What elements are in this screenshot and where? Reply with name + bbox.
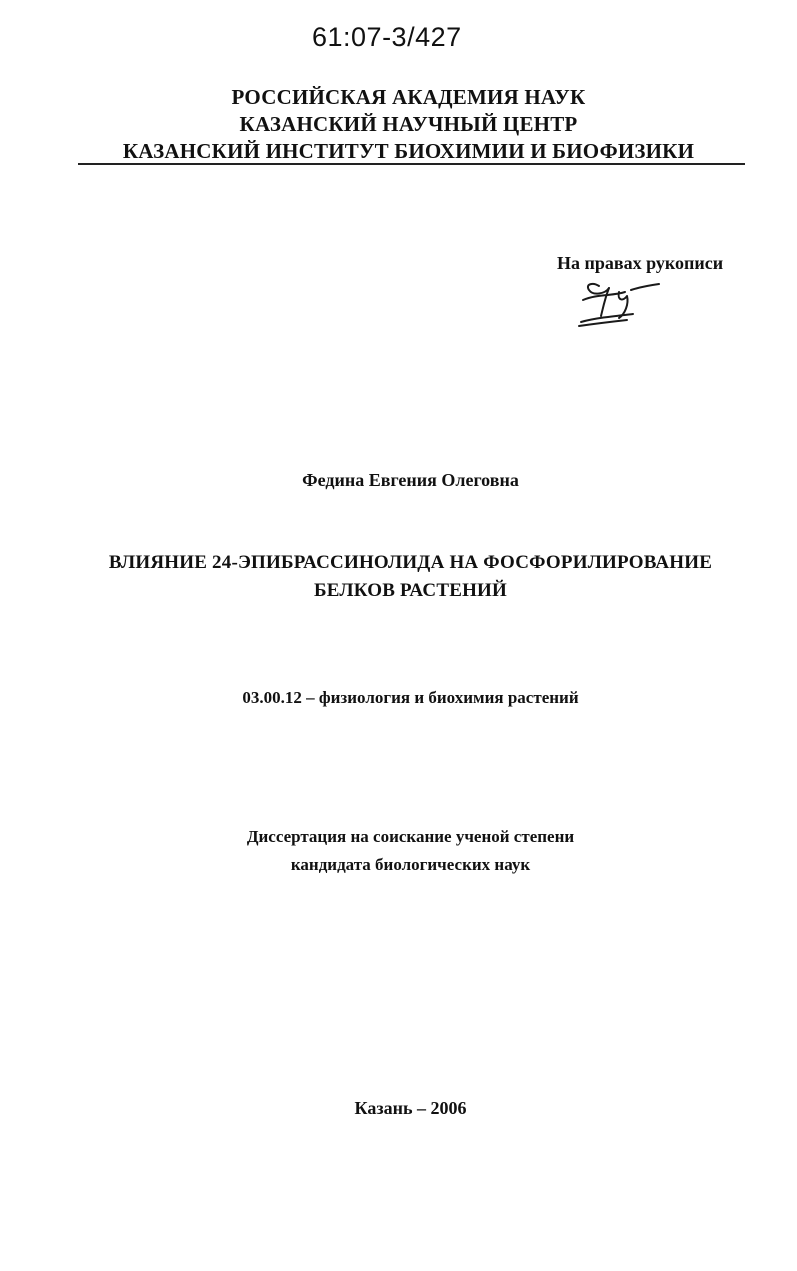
organization-science-center: КАЗАНСКИЙ НАУЧНЫЙ ЦЕНТР [239,112,578,136]
author-name: Федина Евгения Олеговна [302,470,519,490]
specialty-code: 03.00.12 – физиология и биохимия растений [242,688,579,707]
place-and-year: Казань – 2006 [354,1098,467,1118]
degree-line-2: кандидата биологических наук [290,855,531,874]
dissertation-title-line-2: БЕЛКОВ РАСТЕНИЙ [314,580,507,601]
organization-institute: КАЗАНСКИЙ ИНСТИТУТ БИОХИМИИ И БИОФИЗИКИ [122,139,695,163]
handwritten-signature [575,274,665,330]
header-divider [78,163,745,165]
catalog-number: 61:07-3/427 [312,22,462,52]
dissertation-title-line-1: ВЛИЯНИЕ 24-ЭПИБРАССИНОЛИДА НА ФОСФОРИЛИРОВАНИЕ [108,552,713,573]
rights-note: На правах рукописи [557,253,724,273]
organization-academy: РОССИЙСКАЯ АКАДЕМИЯ НАУК [231,85,586,109]
degree-line-1: Диссертация на соискание ученой степени [246,827,575,846]
